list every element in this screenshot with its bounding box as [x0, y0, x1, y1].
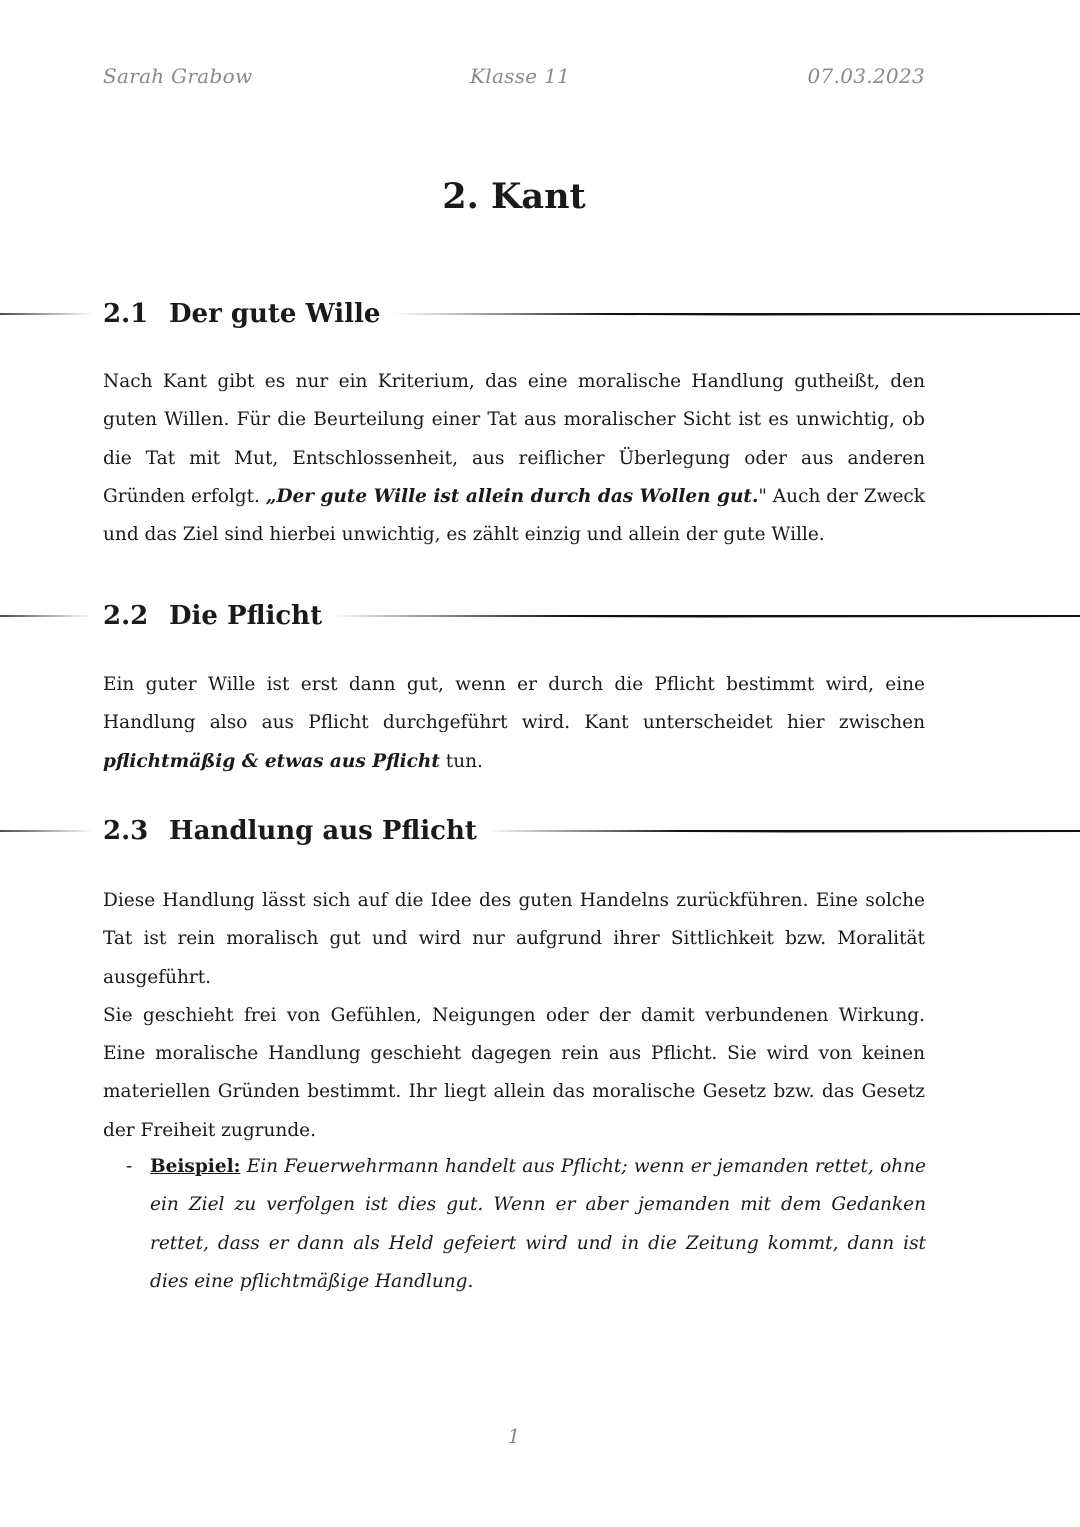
heading-left-rule: [0, 830, 93, 832]
section-title: Handlung aus Pflicht: [169, 816, 477, 846]
paragraph-text: tun.: [439, 750, 483, 772]
paragraph-text: Nach Kant gibt es nur ein Kriterium, das eine moralische Handlung gutheißt, den guten Willen. Für die Beurteilung einer Tat aus moralischer Sicht ist es unwichtig, ob die Tat mit Mut, Entschlossenheit, aus reiflicher Überlegung oder aus anderen Gründen erfolgt.: [103, 371, 925, 507]
paragraph-line: Sie geschieht frei von Gefühlen, Neigungen oder der damit verbundenen Wirkung. Eine moralische Handlung geschieht dagegen rein aus Pflicht. Sie wird von keinen materiellen Gründen bestimmt. Ihr liegt allein das moralische Gesetz bzw. das Gesetz der Freiheit zugrunde.: [103, 1004, 925, 1141]
page-title: 2. Kant: [442, 176, 586, 217]
example-label: Beispiel:: [150, 1156, 241, 1177]
section-title: Die Pflicht: [169, 601, 323, 631]
section-heading-2-2: [0, 596, 1080, 636]
section-title: Der gute Wille: [169, 299, 381, 329]
section-2-2-paragraph: [103, 666, 925, 781]
header-author: Sarah Grabow: [103, 64, 253, 88]
kant-quote: „Der gute Wille ist allein durch das Wollen gut.: [265, 485, 759, 507]
example-text: [150, 1148, 926, 1301]
emphasis-text: pflichtmäßig & etwas aus Pflicht: [103, 750, 440, 772]
header-date: 07.03.2023: [807, 64, 925, 88]
heading-right-rule: [489, 830, 1080, 833]
section-2-1-paragraph: [103, 363, 925, 554]
heading-left-rule: [0, 615, 93, 617]
section-number: 2.1: [103, 299, 149, 329]
section-2-3-paragraph: [103, 882, 925, 1150]
page-number: 1: [507, 1424, 521, 1448]
section-number: 2.2: [103, 601, 149, 631]
paragraph-line: Diese Handlung lässt sich auf die Idee des guten Handelns zurückführen. Eine solche Tat ist rein moralisch gut und wird nur aufgrund ihrer Sittlichkeit bzw. Moralität ausgeführt.: [103, 890, 925, 988]
example-list-item: [126, 1148, 926, 1301]
section-number: 2.3: [103, 816, 149, 846]
heading-right-rule: [392, 313, 1080, 316]
paragraph-text: " Auch der Zweck und das Ziel sind hierbei unwichtig, es zählt einzig und allein der gute Wille.: [103, 485, 925, 546]
section-heading-2-3: [0, 811, 1080, 851]
heading-right-rule: [334, 615, 1080, 618]
bullet-dash: -: [126, 1156, 133, 1177]
heading-left-rule: [0, 313, 93, 315]
header-class: Klasse 11: [470, 64, 571, 88]
section-heading-2-1: [0, 294, 1080, 334]
paragraph-text: Ein guter Wille ist erst dann gut, wenn er durch die Pflicht bestimmt wird, eine Handlung also aus Pflicht durchgeführt wird. Kant unterscheidet hier zwischen: [103, 674, 925, 734]
example-body: Ein Feuerwehrmann handelt aus Pflicht; wenn er jemanden rettet, ohne ein Ziel zu verfolgen ist dies gut. Wenn er aber jemanden mit dem Gedanken rettet, dass er dann als Held gefeiert wird und in die Zeitung kommt, dann ist dies eine pflichtmäßige Handlung.: [150, 1156, 926, 1292]
